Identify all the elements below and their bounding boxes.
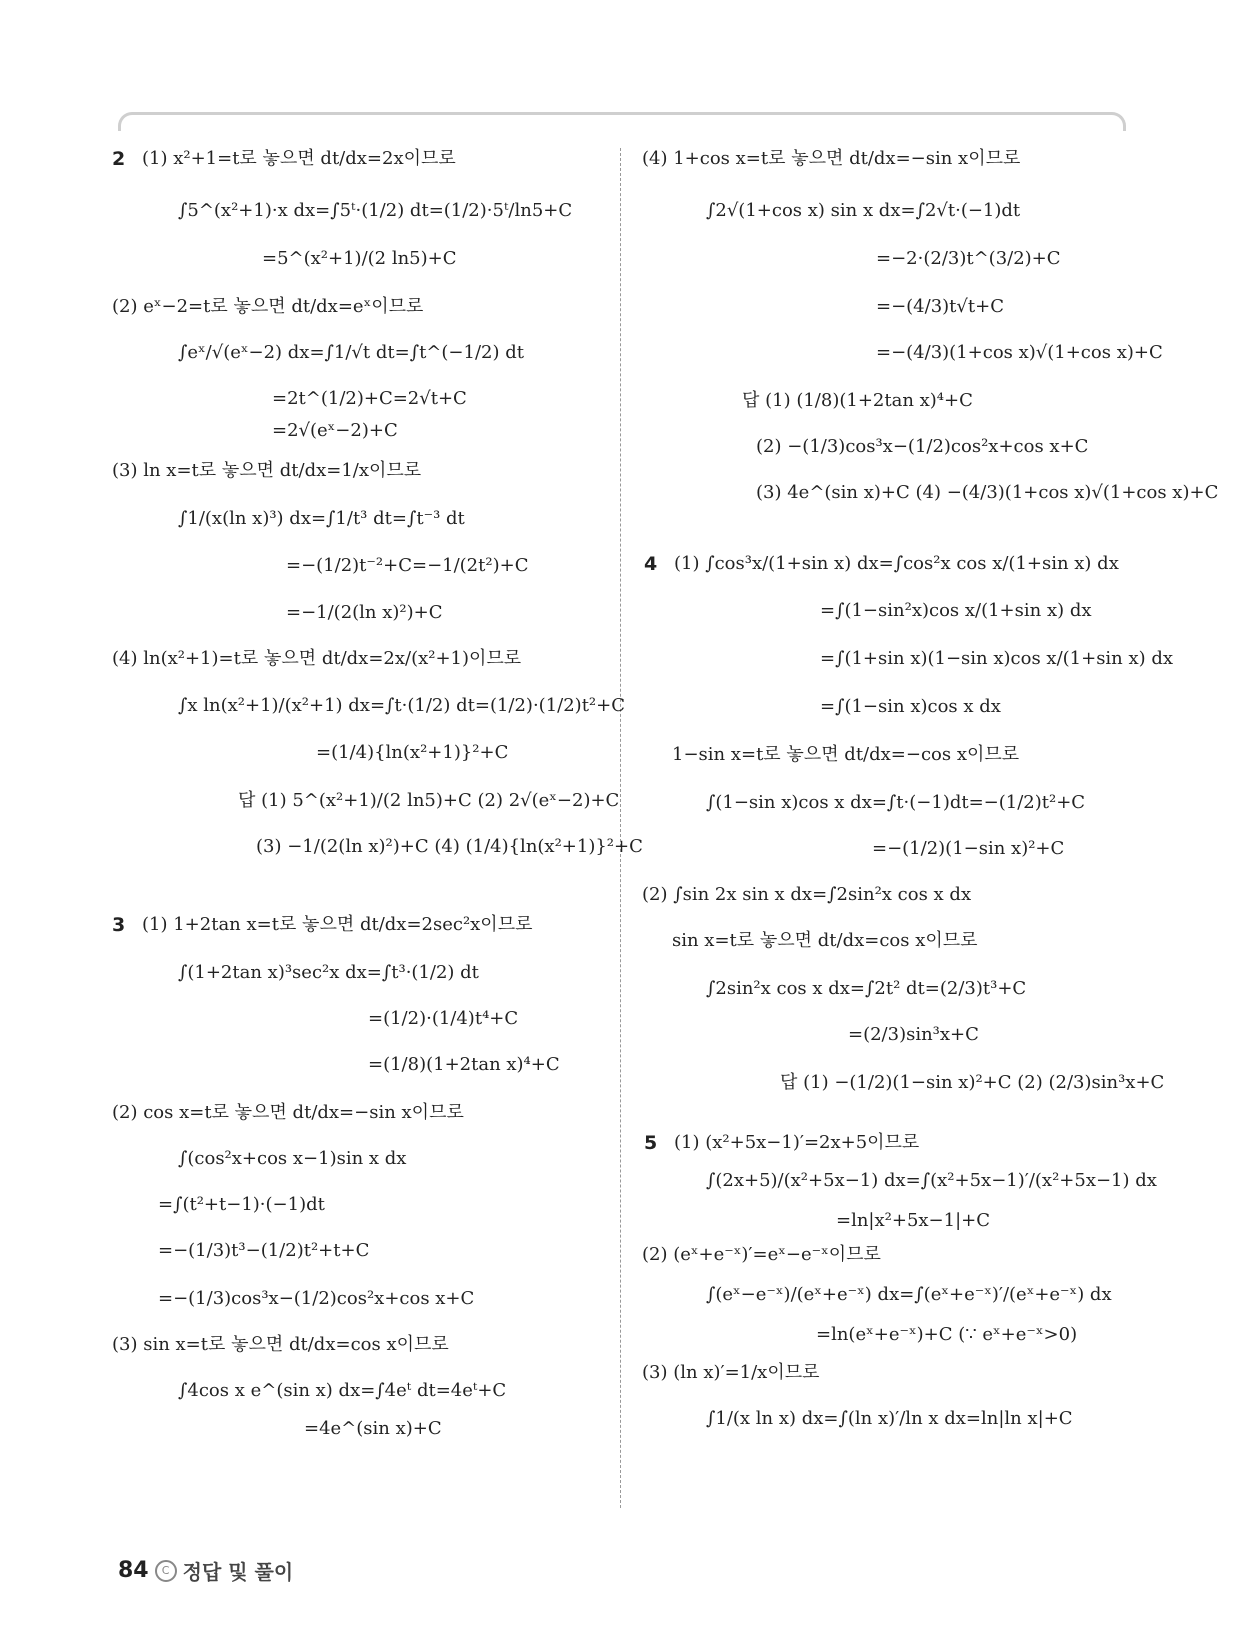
p3-4-line: ∫2√(1+cos x) sin x dx=∫2√t·(−1)dt (706, 200, 1021, 221)
p5-line: (1) (x²+5x−1)′=2x+5이므로 (674, 1132, 920, 1153)
p2-line: =2t^(1/2)+C=2√t+C (272, 388, 467, 409)
p3-line: ∫(cos²x+cos x−1)sin x dx (178, 1148, 407, 1169)
p3-4-line: (4) 1+cos x=t로 놓으면 dt/dx=−sin x이므로 (642, 148, 1021, 169)
p3-answer: (3) 4e^(sin x)+C (4) −(4/3)(1+cos x)√(1+cos x)+C (756, 482, 1219, 503)
page-number: 84 (118, 1558, 149, 1583)
p3-line: =−(1/3)cos³x−(1/2)cos²x+cos x+C (158, 1288, 475, 1309)
p3-line: ∫(1+2tan x)³sec²x dx=∫t³·(1/2) dt (178, 962, 479, 983)
p3-answer: (2) −(1/3)cos³x−(1/2)cos²x+cos x+C (756, 436, 1089, 457)
p4-line: =∫(1−sin²x)cos x/(1+sin x) dx (820, 600, 1092, 621)
p4-line: sin x=t로 놓으면 dt/dx=cos x이므로 (672, 930, 978, 951)
p4-line: 1−sin x=t로 놓으면 dt/dx=−cos x이므로 (672, 744, 1020, 765)
p3-4-line: =−2·(2/3)t^(3/2)+C (876, 248, 1061, 269)
p2-line: =(1/4){ln(x²+1)}²+C (316, 742, 509, 763)
problem-3-number: 3 (112, 914, 126, 936)
p3-line: =(1/8)(1+2tan x)⁴+C (368, 1054, 560, 1075)
p4-line: (1) ∫cos³x/(1+sin x) dx=∫cos²x cos x/(1+sin x) dx (674, 553, 1119, 574)
circle-c-icon: C (155, 1560, 177, 1582)
p2-answer: (3) −1/(2(ln x)²)+C (4) (1/4){ln(x²+1)}²+C (256, 836, 643, 857)
p5-line: ∫(2x+5)/(x²+5x−1) dx=∫(x²+5x−1)′/(x²+5x−1) dx (706, 1170, 1157, 1191)
p2-line: =5^(x²+1)/(2 ln5)+C (262, 248, 457, 269)
p2-line: (1) x²+1=t로 놓으면 dt/dx=2x이므로 (142, 148, 456, 169)
p4-line: =∫(1+sin x)(1−sin x)cos x/(1+sin x) dx (820, 648, 1174, 669)
p3-line: ∫4cos x e^(sin x) dx=∫4eᵗ dt=4eᵗ+C (178, 1380, 507, 1401)
p4-line: =(2/3)sin³x+C (848, 1024, 979, 1045)
p4-line: =∫(1−sin x)cos x dx (820, 696, 1001, 717)
p2-line: ∫x ln(x²+1)/(x²+1) dx=∫t·(1/2) dt=(1/2)·(1/2)t²+C (178, 695, 625, 716)
p3-answer: 답 (1) (1/8)(1+2tan x)⁴+C (742, 390, 973, 411)
p2-line: (4) ln(x²+1)=t로 놓으면 dt/dx=2x/(x²+1)이므로 (112, 648, 522, 669)
p2-answer: 답 (1) 5^(x²+1)/(2 ln5)+C (2) 2√(eˣ−2)+C (238, 790, 620, 811)
p4-line: ∫2sin²x cos x dx=∫2t² dt=(2/3)t³+C (706, 978, 1027, 999)
p5-line: =ln|x²+5x−1|+C (836, 1210, 991, 1231)
p3-line: (3) sin x=t로 놓으면 dt/dx=cos x이므로 (112, 1334, 449, 1355)
problem-2-number: 2 (112, 148, 126, 170)
p2-line: =−(1/2)t⁻²+C=−1/(2t²)+C (286, 555, 529, 576)
p2-line: ∫eˣ/√(eˣ−2) dx=∫1/√t dt=∫t^(−1/2) dt (178, 342, 524, 363)
column-divider (620, 148, 621, 1508)
top-border (118, 112, 1126, 131)
p4-line: =−(1/2)(1−sin x)²+C (872, 838, 1065, 859)
p5-line: =ln(eˣ+e⁻ˣ)+C (∵ eˣ+e⁻ˣ>0) (816, 1324, 1078, 1345)
p2-line: =−1/(2(ln x)²)+C (286, 602, 443, 623)
page-footer (118, 1556, 293, 1585)
p2-line: ∫5^(x²+1)·x dx=∫5ᵗ·(1/2) dt=(1/2)·5ᵗ/ln5+C (178, 200, 573, 221)
p3-line: =−(1/3)t³−(1/2)t²+t+C (158, 1240, 370, 1261)
p3-line: =∫(t²+t−1)·(−1)dt (158, 1194, 325, 1215)
p4-answer: 답 (1) −(1/2)(1−sin x)²+C (2) (2/3)sin³x+C (780, 1072, 1165, 1093)
p3-line: (2) cos x=t로 놓으면 dt/dx=−sin x이므로 (112, 1102, 464, 1123)
p3-line: =4e^(sin x)+C (304, 1418, 442, 1439)
p2-line: (2) eˣ−2=t로 놓으면 dt/dx=eˣ이므로 (112, 296, 424, 317)
p3-line: (1) 1+2tan x=t로 놓으면 dt/dx=2sec²x이므로 (142, 914, 533, 935)
p5-line: ∫1/(x ln x) dx=∫(ln x)′/ln x dx=ln|ln x|+C (706, 1408, 1073, 1429)
p5-line: (2) (eˣ+e⁻ˣ)′=eˣ−e⁻ˣ이므로 (642, 1244, 881, 1265)
p2-line: ∫1/(x(ln x)³) dx=∫1/t³ dt=∫t⁻³ dt (178, 508, 465, 529)
p3-line: =(1/2)·(1/4)t⁴+C (368, 1008, 519, 1029)
p3-4-line: =−(4/3)t√t+C (876, 296, 1004, 317)
p3-4-line: =−(4/3)(1+cos x)√(1+cos x)+C (876, 342, 1163, 363)
p5-line: ∫(eˣ−e⁻ˣ)/(eˣ+e⁻ˣ) dx=∫(eˣ+e⁻ˣ)′/(eˣ+e⁻ˣ) dx (706, 1284, 1112, 1305)
problem-4-number: 4 (644, 553, 658, 575)
problem-5-number: 5 (644, 1132, 658, 1154)
p5-line: (3) (ln x)′=1/x이므로 (642, 1362, 820, 1383)
p4-line: ∫(1−sin x)cos x dx=∫t·(−1)dt=−(1/2)t²+C (706, 792, 1086, 813)
p2-line: =2√(eˣ−2)+C (272, 420, 398, 441)
p4-line: (2) ∫sin 2x sin x dx=∫2sin²x cos x dx (642, 884, 972, 905)
footer-text: 정답 및 풀이 (182, 1560, 294, 1584)
p2-line: (3) ln x=t로 놓으면 dt/dx=1/x이므로 (112, 460, 422, 481)
